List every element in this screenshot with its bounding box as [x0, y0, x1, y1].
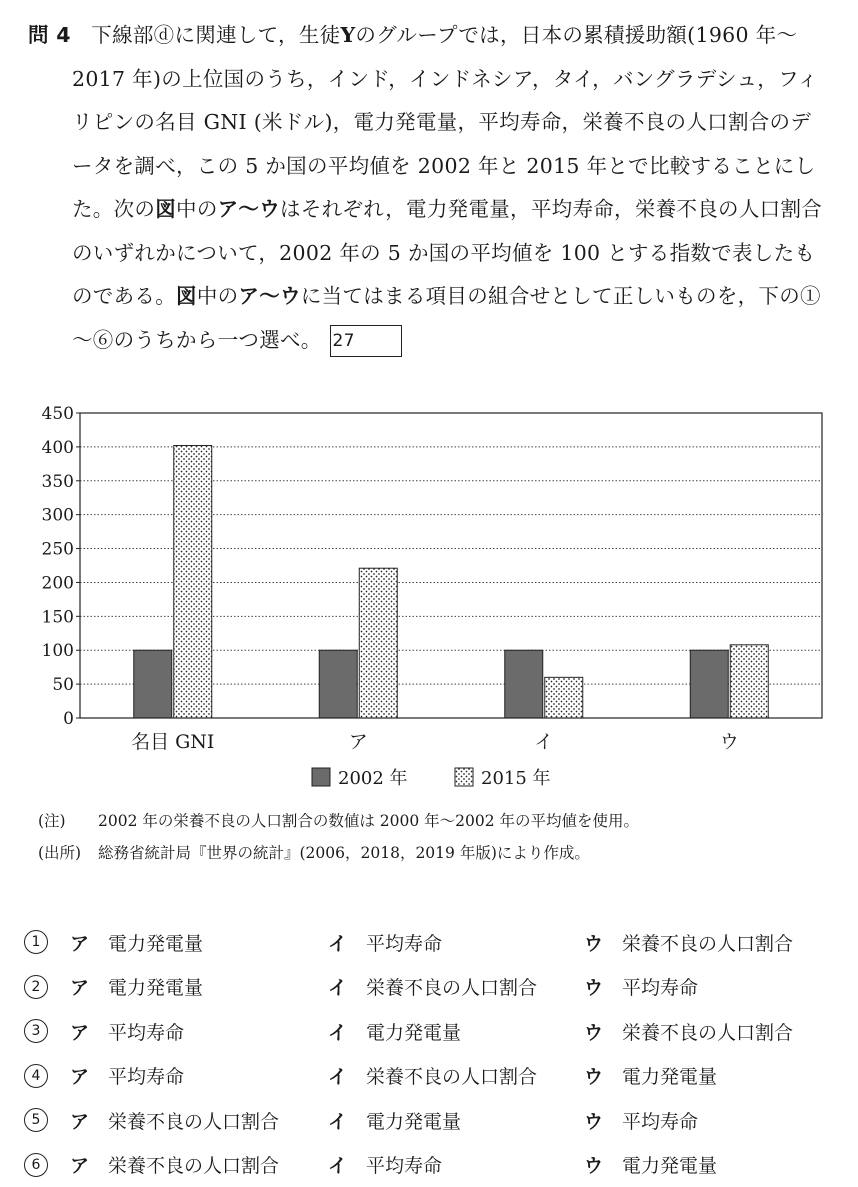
label-a: ア — [70, 1018, 108, 1045]
choice-u-value: 栄養不良の人口割合 — [622, 1018, 793, 1045]
choice-a-value: 電力発電量 — [108, 973, 328, 1000]
label-u: ウ — [584, 973, 622, 1000]
label-a: ア — [70, 1062, 108, 1089]
choice-number: 3 — [24, 1019, 48, 1043]
label-a: ア — [70, 973, 108, 1000]
answer-choices — [24, 920, 834, 1187]
choice-number: 1 — [24, 930, 48, 954]
label-i: イ — [328, 1018, 366, 1045]
choice-i-value: 平均寿命 — [366, 1151, 584, 1178]
bar-2002-1 — [319, 650, 357, 718]
legend-2002-label: 2002 年 — [338, 767, 408, 789]
bar-2015-1 — [359, 568, 397, 718]
question-body-1: のグループでは，日本の累積援助額(1960 年～2017 年)の上位国のうち，インド，インドネシア，タイ，バングラデシュ，フィリピンの名目 GNI (米ドル)，電力発電量，平均寿命，栄養不良の人口割合のデータを調べ，この 5 か国の平均値を 2002 年と 2015 年とで比較することにした。次の — [72, 23, 818, 221]
choice-u-value: 平均寿命 — [622, 1107, 698, 1134]
chart-notes — [38, 805, 639, 869]
label-i: イ — [328, 1151, 366, 1178]
y-tick-label: 450 — [42, 404, 74, 424]
note-label: (注) — [38, 805, 98, 837]
label-u: ウ — [584, 1018, 622, 1045]
choice-a-value: 平均寿命 — [108, 1062, 328, 1089]
choice-1[interactable] — [24, 920, 834, 965]
choice-a-value: 電力発電量 — [108, 929, 328, 956]
y-tick-label: 150 — [42, 607, 74, 627]
bar-2002-2 — [505, 650, 543, 718]
x-tick-label: ア — [349, 731, 368, 753]
label-i: イ — [328, 973, 366, 1000]
question-text — [28, 14, 828, 362]
y-tick-label: 50 — [52, 675, 74, 695]
source-row — [38, 837, 639, 869]
label-i: イ — [328, 1107, 366, 1134]
y-tick-label: 400 — [42, 438, 74, 458]
label-a: ア — [70, 1107, 108, 1134]
bar-2015-0 — [174, 446, 212, 718]
label-i: イ — [328, 929, 366, 956]
y-tick-label: 200 — [42, 573, 74, 593]
legend-2015-label: 2015 年 — [481, 767, 551, 789]
range-ref-1: ア～ウ — [218, 197, 280, 221]
question-connector-1: 中の — [176, 197, 218, 221]
choice-u-value: 電力発電量 — [622, 1151, 717, 1178]
choice-number: 5 — [24, 1108, 48, 1132]
source-text: 総務省統計局『世界の統計』(2006，2018，2019 年版)により作成。 — [98, 844, 590, 862]
label-i: イ — [328, 1062, 366, 1089]
choice-3[interactable] — [24, 1009, 834, 1054]
choice-6[interactable] — [24, 1143, 834, 1187]
question-body-3: に当てはまる項目の組合せとして正しいものを，下の①～⑥のうちから一つ選べ。 — [72, 284, 821, 352]
label-u: ウ — [584, 1107, 622, 1134]
answer-number-box: 27 — [330, 325, 402, 357]
bar-2002-0 — [134, 650, 172, 718]
choice-a-value: 栄養不良の人口割合 — [108, 1107, 328, 1134]
x-tick-label: ウ — [720, 731, 739, 753]
question-connector-2: 中の — [197, 284, 239, 308]
question-intro: 下線部ⓓに関連して，生徒 — [91, 23, 340, 47]
question-label: 問 4 — [28, 23, 71, 47]
choice-number: 2 — [24, 975, 48, 999]
legend-2015-swatch — [455, 768, 473, 786]
figure-ref-2: 図 — [176, 284, 197, 308]
y-tick-label: 100 — [42, 641, 74, 661]
note-row — [38, 805, 639, 837]
bar-2015-2 — [545, 677, 583, 718]
label-a: ア — [70, 929, 108, 956]
choice-u-value: 栄養不良の人口割合 — [622, 929, 793, 956]
label-u: ウ — [584, 1062, 622, 1089]
figure-ref-1: 図 — [155, 197, 176, 221]
x-tick-label: イ — [534, 731, 553, 753]
y-tick-label: 350 — [42, 472, 74, 492]
bar-2002-3 — [690, 650, 728, 718]
label-u: ウ — [584, 929, 622, 956]
y-tick-label: 250 — [42, 540, 74, 560]
note-text: 2002 年の栄養不良の人口割合の数値は 2000 年～2002 年の平均値を使用。 — [98, 812, 639, 830]
choice-i-value: 電力発電量 — [366, 1107, 584, 1134]
legend-2002-swatch — [312, 768, 330, 786]
choice-a-value: 栄養不良の人口割合 — [108, 1151, 328, 1178]
choice-2[interactable] — [24, 965, 834, 1010]
student-label: Y — [340, 23, 355, 47]
choice-i-value: 電力発電量 — [366, 1018, 584, 1045]
range-ref-2: ア～ウ — [238, 284, 300, 308]
choice-i-value: 栄養不良の人口割合 — [366, 1062, 584, 1089]
x-tick-label: 名目 GNI — [131, 731, 214, 753]
label-a: ア — [70, 1151, 108, 1178]
choice-a-value: 平均寿命 — [108, 1018, 328, 1045]
question-body-2: はそれぞれ，電力発電量，平均寿命，栄養不良の人口割合のいずれかについて，2002 年の 5 か国の平均値を 100 とする指数で表したものである。 — [72, 197, 822, 308]
choice-4[interactable] — [24, 1054, 834, 1099]
y-tick-label: 300 — [42, 506, 74, 526]
bar-chart — [0, 395, 858, 800]
choice-i-value: 栄養不良の人口割合 — [366, 973, 584, 1000]
source-label: (出所) — [38, 837, 98, 869]
choice-number: 4 — [24, 1064, 48, 1088]
y-tick-label: 0 — [63, 709, 74, 729]
choice-u-value: 電力発電量 — [622, 1062, 717, 1089]
choice-5[interactable] — [24, 1098, 834, 1143]
choice-i-value: 平均寿命 — [366, 929, 584, 956]
label-u: ウ — [584, 1151, 622, 1178]
bar-2015-3 — [730, 645, 768, 718]
choice-u-value: 平均寿命 — [622, 973, 698, 1000]
choice-number: 6 — [24, 1153, 48, 1177]
